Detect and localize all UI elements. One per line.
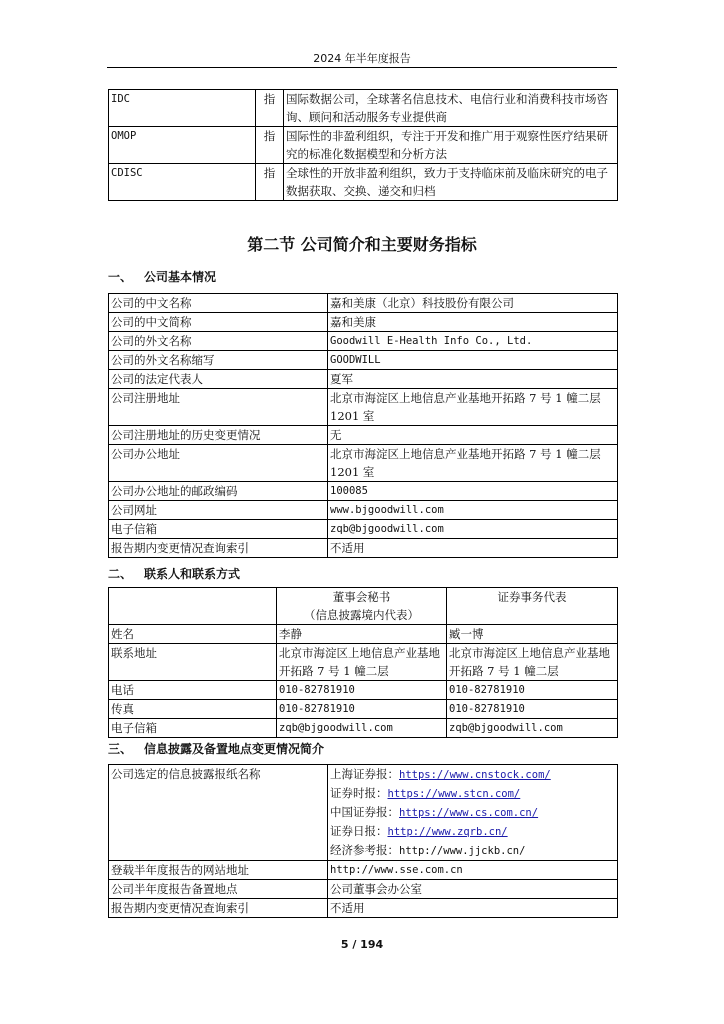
heading-text: 联系人和联系方式 xyxy=(144,567,241,581)
field-value: 公司董事会办公室 xyxy=(328,880,618,899)
subsection-heading-disclosure xyxy=(108,740,324,757)
table-row xyxy=(109,332,618,351)
newspaper-item xyxy=(330,841,615,860)
table-row xyxy=(109,539,618,558)
newspaper-name: 上海证券报： xyxy=(330,767,399,781)
newspaper-list xyxy=(328,765,618,861)
newspaper-name: 中国证券报： xyxy=(330,805,399,819)
table-row xyxy=(109,164,618,201)
page-number: 5 / 194 xyxy=(340,938,384,951)
table-row xyxy=(109,899,618,918)
field-value: zqb@bjgoodwill.com xyxy=(328,520,618,539)
subsection-heading-basic xyxy=(108,268,216,285)
field-value: 010-82781910 xyxy=(277,700,447,719)
field-label: 电子信箱 xyxy=(109,719,277,738)
basic-info-table xyxy=(108,293,618,558)
table-row xyxy=(109,861,618,880)
field-label: 公司的外文名称 xyxy=(109,332,328,351)
disclosure-table xyxy=(108,764,618,918)
table-row xyxy=(109,625,618,644)
table-row xyxy=(109,90,618,127)
field-label: 公司注册地址的历史变更情况 xyxy=(109,426,328,445)
field-label: 电话 xyxy=(109,681,277,700)
field-value: 嘉和美康（北京）科技股份有限公司 xyxy=(328,294,618,313)
newspaper-link[interactable]: https://www.cs.com.cn/ xyxy=(399,807,539,819)
heading-number: 二、 xyxy=(108,567,133,581)
column-header-representative: 证券事务代表 xyxy=(447,588,618,625)
field-value: 北京市海淀区上地信息产业基地开拓路 7 号 1 幢二层 1201 室 xyxy=(328,445,618,482)
glossary-definition: 国际数据公司，全球著名信息技术、电信行业和消费科技市场咨询、顾问和活动服务专业提供商 xyxy=(284,90,618,127)
subsection-heading-contact xyxy=(108,565,240,582)
field-label: 报告期内变更情况查询索引 xyxy=(109,899,328,918)
field-value: 010-82781910 xyxy=(447,700,618,719)
field-value: Goodwill E-Health Info Co., Ltd. xyxy=(328,332,618,351)
field-label: 公司的中文名称 xyxy=(109,294,328,313)
page-header: 2024 年半年度报告 xyxy=(313,52,411,65)
table-row xyxy=(109,426,618,445)
field-label: 姓名 xyxy=(109,625,277,644)
field-label: 联系地址 xyxy=(109,644,277,681)
table-row xyxy=(109,313,618,332)
field-label: 公司的中文简称 xyxy=(109,313,328,332)
newspaper-link[interactable]: http://www.zqrb.cn/ xyxy=(387,826,508,838)
table-row xyxy=(109,127,618,164)
contact-table xyxy=(108,587,618,738)
glossary-sep: 指 xyxy=(256,164,284,201)
glossary-term: CDISC xyxy=(109,164,256,201)
field-value: 夏军 xyxy=(328,370,618,389)
glossary-table xyxy=(108,89,618,201)
newspaper-name: 证券时报： xyxy=(330,786,388,800)
table-row xyxy=(109,445,618,482)
table-header-row xyxy=(109,588,618,625)
field-label: 公司的法定代表人 xyxy=(109,370,328,389)
field-value: www.bjgoodwill.com xyxy=(328,501,618,520)
field-label: 登载半年度报告的网站地址 xyxy=(109,861,328,880)
table-row xyxy=(109,501,618,520)
glossary-definition: 全球性的开放非盈利组织，致力于支持临床前及临床研究的电子数据获取、交换、递交和归档 xyxy=(284,164,618,201)
field-value: 不适用 xyxy=(328,539,618,558)
field-value: 李静 xyxy=(277,625,447,644)
field-value: http://www.sse.com.cn xyxy=(328,861,618,880)
table-row xyxy=(109,719,618,738)
header-divider xyxy=(107,67,617,68)
field-value: zqb@bjgoodwill.com xyxy=(447,719,618,738)
glossary-term: IDC xyxy=(109,90,256,127)
newspaper-item xyxy=(330,803,615,822)
field-value: 北京市海淀区上地信息产业基地开拓路 7 号 1 幢二层 xyxy=(447,644,618,681)
field-label: 电子信箱 xyxy=(109,520,328,539)
field-label: 公司选定的信息披露报纸名称 xyxy=(109,765,328,861)
field-label: 公司注册地址 xyxy=(109,389,328,426)
glossary-sep: 指 xyxy=(256,127,284,164)
table-row xyxy=(109,681,618,700)
field-value: zqb@bjgoodwill.com xyxy=(277,719,447,738)
newspaper-link[interactable]: https://www.cnstock.com/ xyxy=(399,769,551,781)
glossary-term: OMOP xyxy=(109,127,256,164)
heading-number: 三、 xyxy=(108,742,133,756)
header-line: 董事会秘书 xyxy=(332,590,391,604)
column-header-secretary xyxy=(277,588,447,625)
field-label: 报告期内变更情况查询索引 xyxy=(109,539,328,558)
field-value: 臧一博 xyxy=(447,625,618,644)
header-line: （信息披露境内代表） xyxy=(304,608,419,622)
field-label: 公司半年度报告备置地点 xyxy=(109,880,328,899)
field-value: 北京市海淀区上地信息产业基地开拓路 7 号 1 幢二层 xyxy=(277,644,447,681)
field-value: 100085 xyxy=(328,482,618,501)
newspaper-name: 证券日报： xyxy=(330,824,388,838)
field-label: 传真 xyxy=(109,700,277,719)
field-value: 010-82781910 xyxy=(277,681,447,700)
table-row xyxy=(109,700,618,719)
field-value: 010-82781910 xyxy=(447,681,618,700)
field-value: 嘉和美康 xyxy=(328,313,618,332)
newspaper-link[interactable]: https://www.stcn.com/ xyxy=(387,788,521,800)
field-value: 无 xyxy=(328,426,618,445)
glossary-sep: 指 xyxy=(256,90,284,127)
field-label: 公司办公地址 xyxy=(109,445,328,482)
field-label: 公司网址 xyxy=(109,501,328,520)
newspaper-item xyxy=(330,765,615,784)
table-row xyxy=(109,370,618,389)
table-row xyxy=(109,765,618,861)
newspaper-item xyxy=(330,822,615,841)
table-row xyxy=(109,351,618,370)
heading-number: 一、 xyxy=(108,270,133,284)
heading-text: 信息披露及备置地点变更情况简介 xyxy=(144,742,325,756)
blank-header-cell xyxy=(109,588,277,625)
table-row xyxy=(109,294,618,313)
field-value: 北京市海淀区上地信息产业基地开拓路 7 号 1 幢二层 1201 室 xyxy=(328,389,618,426)
section-title: 第二节 公司简介和主要财务指标 xyxy=(247,235,477,254)
table-row xyxy=(109,389,618,426)
field-label: 公司办公地址的邮政编码 xyxy=(109,482,328,501)
table-row xyxy=(109,644,618,681)
heading-text: 公司基本情况 xyxy=(144,270,217,284)
field-label: 公司的外文名称缩写 xyxy=(109,351,328,370)
glossary-definition: 国际性的非盈利组织，专注于开发和推广用于观察性医疗结果研究的标准化数据模型和分析方法 xyxy=(284,127,618,164)
table-row xyxy=(109,880,618,899)
newspaper-url: http://www.jjckb.cn/ xyxy=(399,845,526,857)
table-row xyxy=(109,520,618,539)
newspaper-item xyxy=(330,784,615,803)
field-value: 不适用 xyxy=(328,899,618,918)
table-row xyxy=(109,482,618,501)
field-value: GOODWILL xyxy=(328,351,618,370)
newspaper-name: 经济参考报： xyxy=(330,843,399,857)
